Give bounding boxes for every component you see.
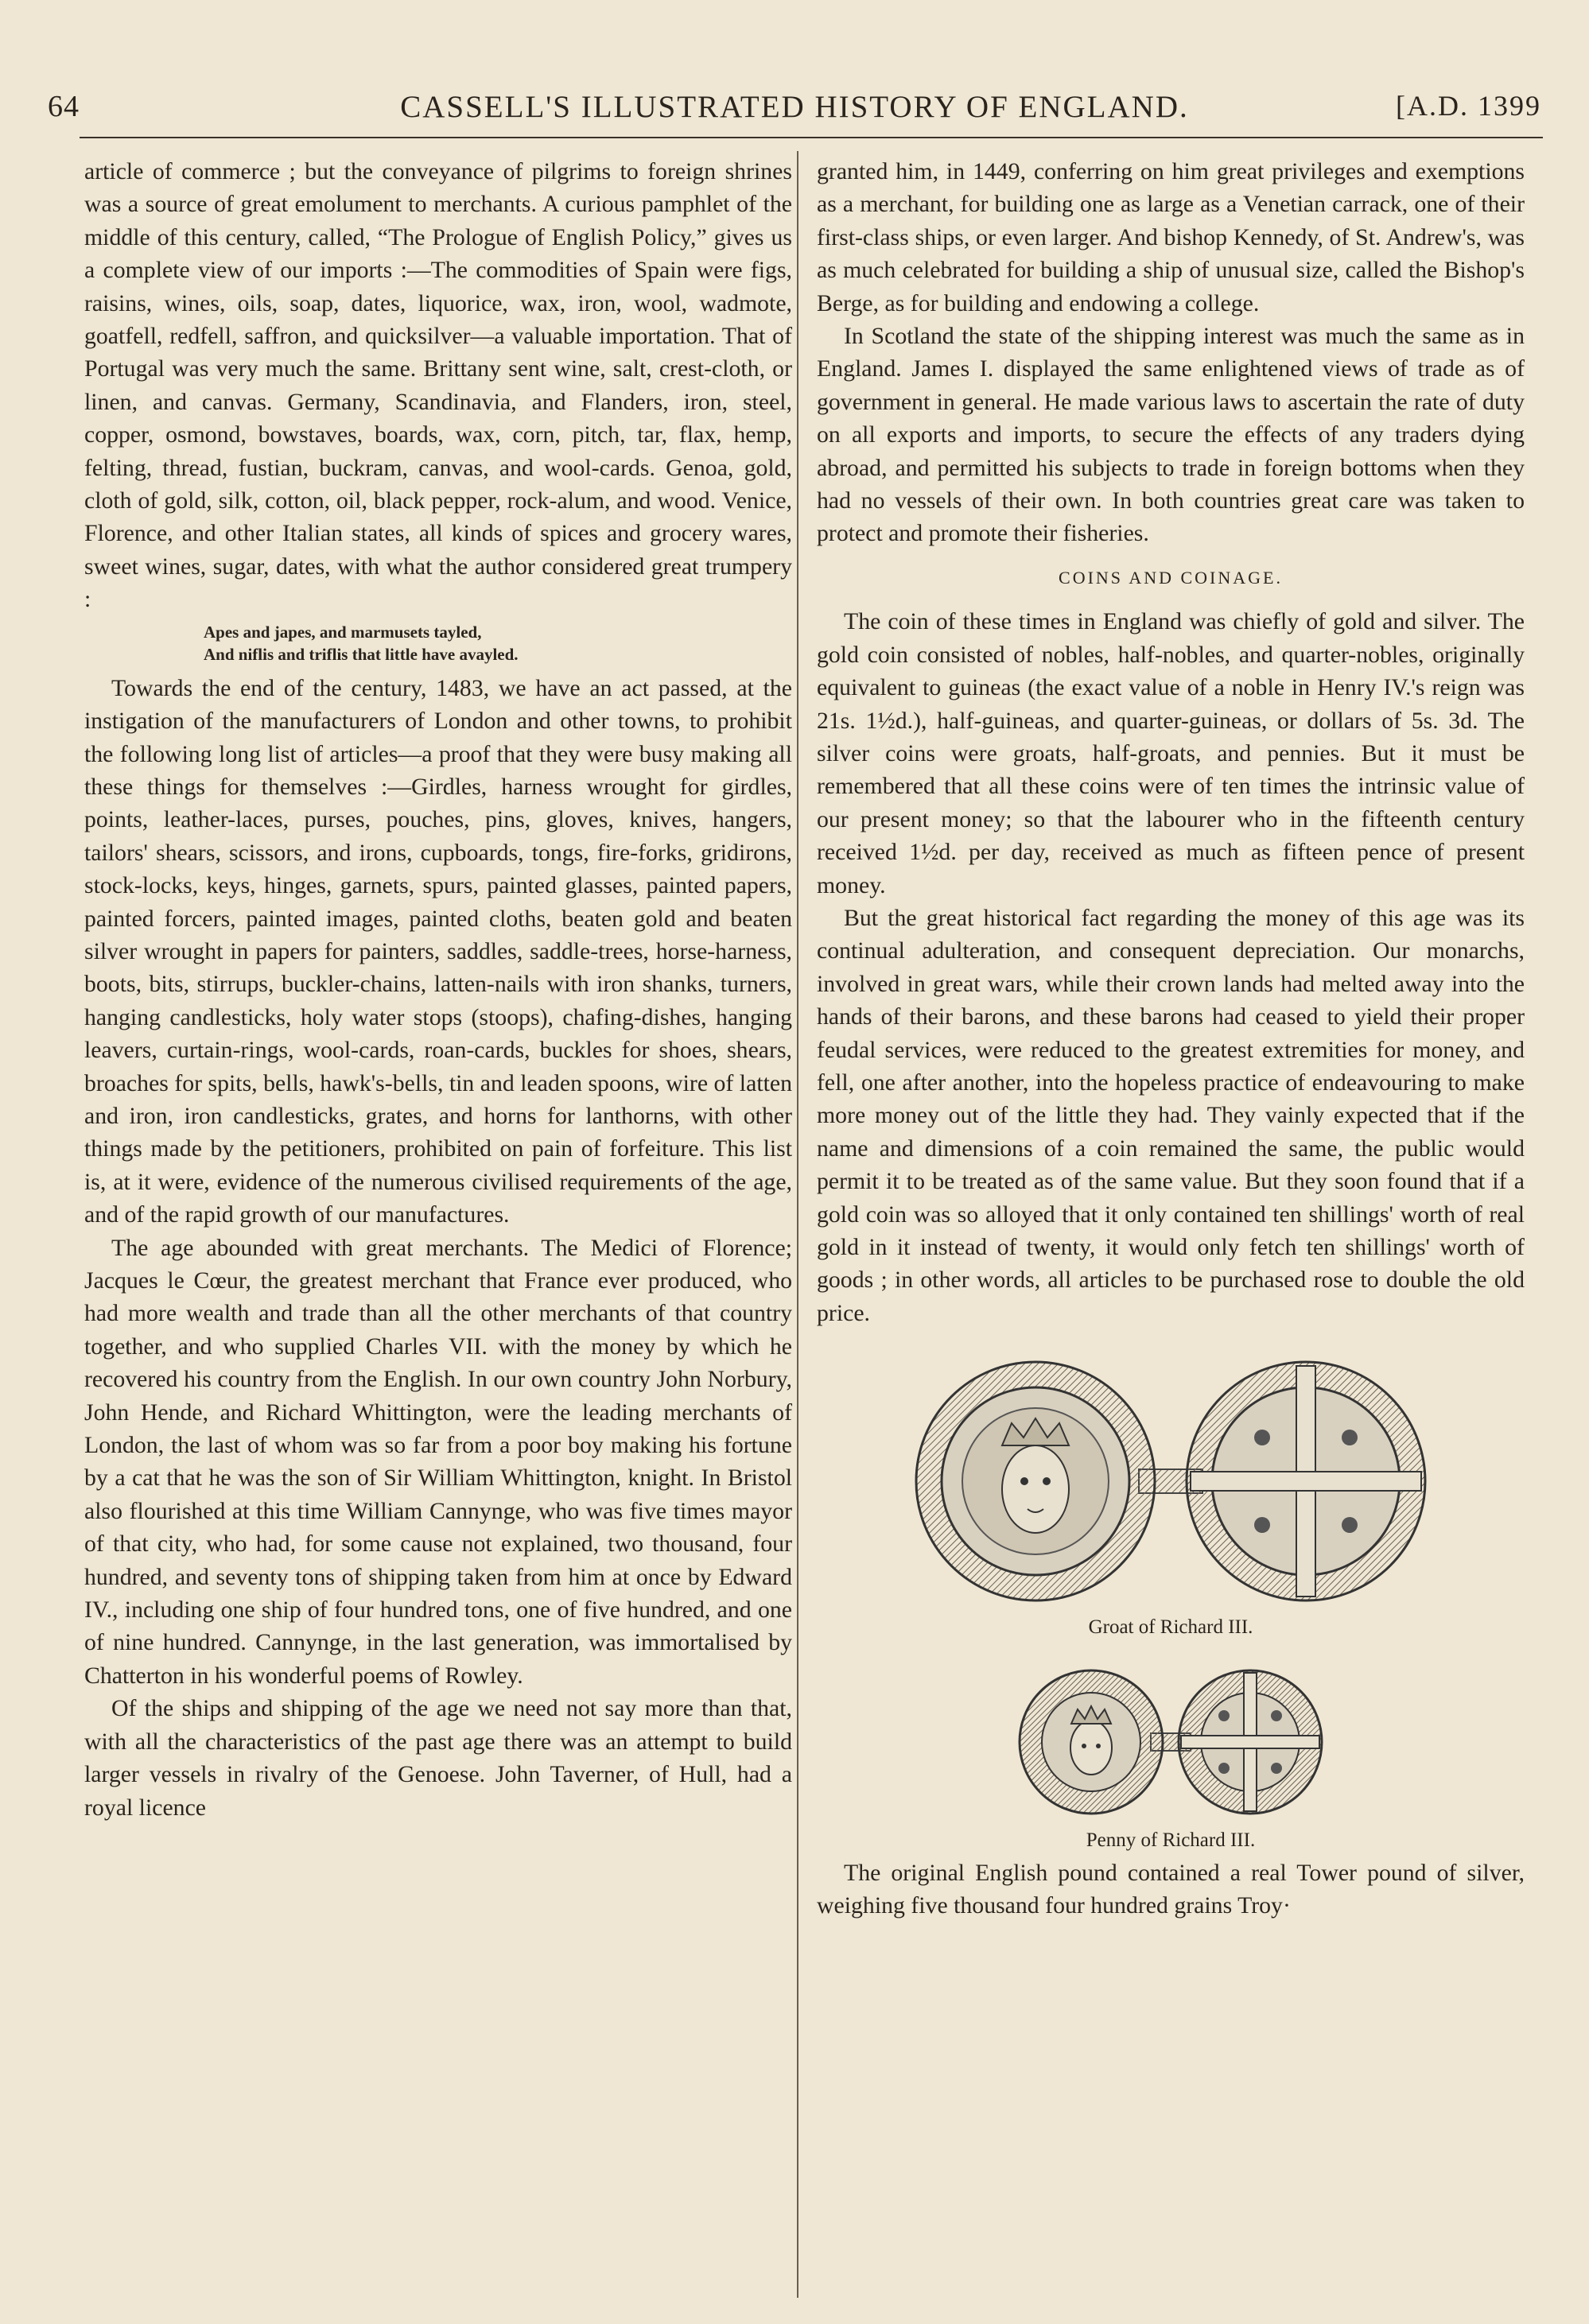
column-divider: [797, 151, 798, 2298]
penny-obverse: [1020, 1670, 1163, 1814]
groat-figure: [817, 1358, 1525, 1643]
penny-coins-illustration: [1016, 1666, 1326, 1818]
header-rule: [80, 137, 1543, 138]
running-header: [48, 89, 1541, 137]
section-heading: COINS AND COINAGE.: [1059, 567, 1283, 588]
paragraph: article of commerce ; but the conveyance of pilgrims to foreign shrines was a source of great emolument to merchants. A curious pamphlet of the middle of this century, called, “The Prologue of English Policy,” gives us a complete view of our imports :—The commodities of Spain were figs, raisins, wines, oils, soap, dates, liquorice, wax, iron, wool, wadmote, goatfell, redfell, saffron, and quicksilver—a valuable importation. That of Portugal was very much the same. Brittany sent wine, salt, crest-cloth, or linen, and canvas. Germany, Scandinavia, and Flanders, iron, steel, copper, osmond, bowstaves, boards, wax, corn, pitch, tar, flax, hemp, felting, thread, fustian, buckram, canvas, and wool-cards. Genoa, gold, cloth of gold, silk, cotton, oil, black pepper, rock-alum, and wood. Venice, Florence, and other Italian states, all kinds of spices and grocery wares, sweet wines, sugar, dates, with what the author considered great trumpery :: [84, 158, 792, 613]
penny-reverse: [1179, 1670, 1322, 1814]
figure-caption: Groat of Richard III.: [1088, 1616, 1253, 1639]
paragraph: Of the ships and shipping of the age we need not say more than that, with all the characteristics of the past age there was an attempt to build larger vessels in rivalry of the Genoese. John Taverner, of Hull, had a royal licence: [84, 1695, 792, 1821]
paragraph: The coin of these times in England was chiefly of gold and silver. The gold coin consisted of nobles, half-nobles, and quarter-nobles, originally equivalent to guineas (the exact value of a noble in Henry IV.'s reign was 21s. 1½d.), half-guineas, and quarter-guineas, or dollars of 5s. 3d. The silver coins were groats, half-groats, and pennies. But it must be remembered that all these coins were of ten times the intrinsic value of our present money; so that the labourer who in the fifteenth century received 1½d. per day, received as much as fifteen pence of present money.: [817, 608, 1525, 898]
paragraph: granted him, in 1449, conferring on him great privileges and exemptions as a merchant, for building one as large as a Venetian carrack, one of their first-class ships, or even larger. And bishop Kennedy, of St. Andrew's, was as much celebrated for building a ship of unusual size, called the Bishop's Berge, as for building and endowing a college.: [817, 158, 1525, 316]
verse-line: And niflis and triflis that little have avayled.: [204, 644, 519, 664]
page-number: 64: [48, 90, 80, 123]
verse-quote: [84, 621, 792, 665]
paragraph: The original English pound contained a real Tower pound of silver, weighing five thousand four hundred grains Troy·: [817, 1860, 1525, 1919]
verse-line: Apes and japes, and marmusets tayled,: [204, 622, 482, 642]
groat-coins-illustration: [908, 1358, 1433, 1604]
right-column: [817, 155, 1525, 1922]
paragraph: But the great historical fact regarding the money of this age was its continual adulteration, and consequent depreciation. Our monarchs, involved in great wars, while their crown lands had melted away into the hands of their barons, and these barons had ceased to yield their proper feudal services, were reduced to the greatest extremities for money, and fell, one after another, into the hopeless practice of endeavouring to make more money out of the little they had. They vainly expected that if the name and dimensions of a coin remained the same, the public would permit it to be treated as of the same value. But they soon found that if a gold coin was so alloyed that it only contained ten shillings' worth of real gold in it instead of twenty, it would only fetch ten shillings' worth of goods ; in other words, all articles to be purchased rose to double the old price.: [817, 904, 1525, 1326]
figure-caption: Penny of Richard III.: [1086, 1829, 1256, 1851]
groat-obverse: [916, 1362, 1155, 1600]
paragraph: In Scotland the state of the shipping interest was much the same as in England. James I. displayed the same enlightened views of trade as of government in general. He made various laws to ascertain the rate of duty on all exports and imports, to secure the effects of any traders dying abroad, and permitted his subjects to trade in foreign bottoms when they had no vessels of their own. In both countries great care was taken to protect and promote their fisheries.: [817, 323, 1525, 547]
penny-figure: [817, 1666, 1525, 1856]
paragraph: Towards the end of the century, 1483, we have an act passed, at the instigation of the manufacturers of London and other towns, to prohibit the following long list of articles—a proof that they were busy making all these things for themselves :—Girdles, harness wrought for girdles, points, leather-laces, purses, pouches, pins, gloves, knives, hangers, tailors' shears, scissors, and irons, cupboards, tongs, fire-forks, gridirons, stock-locks, keys, hinges, garnets, spurs, painted glasses, painted papers, painted forcers, painted images, painted cloths, beaten gold and beaten silver wrought in papers for painters, saddles, saddle-trees, horse-harness, boots, bits, stirrups, buckler-chains, latten-nails with iron shanks, turners, hanging candlesticks, holy water stops (stoops), chafing-dishes, hanging leavers, curtain-rings, wool-cards, roan-cards, buckles for shoes, shears, broaches for spits, bells, hawk's-bells, tin and leaden spoons, wire of latten and iron, iron candlesticks, grates, and horns for lanthorns, with other things made by the petitioners, prohibited on pain of forfeiture. This list is, at it were, evidence of the numerous civilised requirements of the age, and of the rapid growth of our manufactures.: [84, 674, 792, 1228]
paragraph: The age abounded with great merchants. The Medici of Florence; Jacques le Cœur, the greatest merchant that France ever produced, who had more wealth and trade than all the other merchants of that country together, and who supplied Charles VII. with the money by which he recovered his country from the English. In our own country John Norbury, John Hende, and Richard Whittington, were the leading merchants of London, the last of whom was so far from a poor boy making his fortune by a cat that he was the son of Sir William Whittington, knight. In Bristol also flourished at this time William Cannynge, who was five times mayor of that city, who had, for some cause not explained, two thousand, four hundred, and seventy tons of shipping taken from him at once by Edward IV., including one ship of four hundred tons, one of five hundred, and one of nine hundred. Cannynge, in the last generation, was immortalised by Chatterton in his wonderful poems of Rowley.: [84, 1234, 792, 1689]
header-date: [A.D. 1399: [1396, 90, 1541, 122]
groat-reverse: [1187, 1362, 1425, 1600]
book-title: CASSELL'S ILLUSTRATED HISTORY OF ENGLAND.: [400, 90, 1189, 124]
left-column: [84, 155, 792, 1824]
